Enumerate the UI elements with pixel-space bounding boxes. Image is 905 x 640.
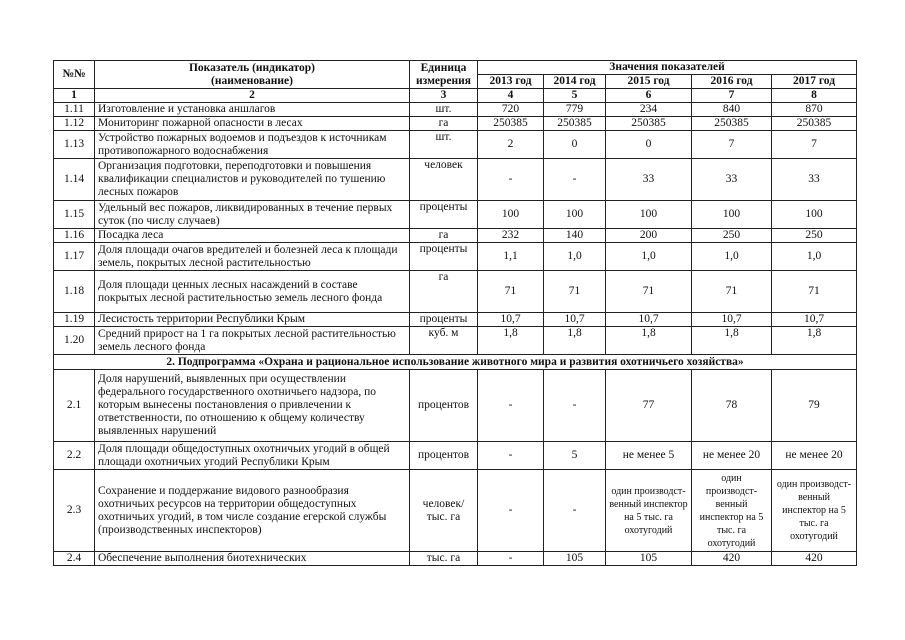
row-value: не менее 20	[692, 442, 772, 470]
row-num: 1.18	[54, 271, 95, 313]
row-name: Изготовление и установка аншлагов	[95, 103, 410, 117]
row-value: 71	[772, 271, 857, 313]
table-row	[54, 243, 857, 271]
row-num: 1.19	[54, 313, 95, 327]
row-value: 33	[606, 159, 692, 201]
row-num: 1.15	[54, 201, 95, 229]
table-row	[54, 313, 857, 327]
table-row	[54, 159, 857, 201]
header-values: Значения показателей	[478, 61, 857, 75]
table-row	[54, 271, 857, 313]
row-value: 105	[606, 552, 692, 566]
row-unit: человек/ тыс. га	[410, 470, 478, 552]
row-name: Доля нарушений, выявленных при осуществлении федерального государственного охотничьего надзора, по которым вынесены постановления о привлечении к ответственности, по отношению к общему количеству выявленных нарушений	[95, 370, 410, 442]
col-number: 5	[544, 89, 606, 103]
indicators-table	[53, 60, 857, 566]
row-value: один производст-венный инспектор на 5 тыс. га охотугодий	[692, 470, 772, 552]
table-row	[54, 201, 857, 229]
row-name: Удельный вес пожаров, ликвидированных в течение первых суток (по числу случаев)	[95, 201, 410, 229]
row-value: 100	[772, 201, 857, 229]
row-value: 71	[692, 271, 772, 313]
row-value: 2	[478, 131, 544, 159]
row-value: -	[544, 370, 606, 442]
row-value: 5	[544, 442, 606, 470]
header-year: 2015 год	[606, 75, 692, 89]
col-number: 8	[772, 89, 857, 103]
row-name: Средний прирост на 1 га покрытых лесной растительностью земель лесного фонда	[95, 327, 410, 355]
table-row	[54, 442, 857, 470]
row-value: 1,0	[544, 243, 606, 271]
row-value: 10,7	[606, 313, 692, 327]
row-value: 1,8	[692, 327, 772, 355]
row-value: один производст-венный инспектор на 5 тыс. га охотугодий	[772, 470, 857, 552]
row-num: 1.14	[54, 159, 95, 201]
row-value: 0	[606, 131, 692, 159]
row-value: 1,1	[478, 243, 544, 271]
row-value: 250	[772, 229, 857, 243]
row-value: не менее 5	[606, 442, 692, 470]
col-number: 2	[95, 89, 410, 103]
header-unit: Единица измерения	[410, 61, 478, 89]
row-name: Доля площади очагов вредителей и болезней леса к площади земель, покрытых лесной растительностью	[95, 243, 410, 271]
row-num: 2.3	[54, 470, 95, 552]
row-value: 250385	[606, 117, 692, 131]
row-value: -	[478, 159, 544, 201]
header-indicator: Показатель (индикатор) (наименование)	[95, 61, 410, 89]
row-unit: проценты	[410, 243, 478, 271]
row-value: 250385	[544, 117, 606, 131]
row-value: -	[544, 159, 606, 201]
col-number: 3	[410, 89, 478, 103]
row-num: 1.12	[54, 117, 95, 131]
row-num: 2.4	[54, 552, 95, 566]
row-value: 140	[544, 229, 606, 243]
row-value: 10,7	[544, 313, 606, 327]
row-value: -	[478, 552, 544, 566]
row-value: -	[478, 370, 544, 442]
row-name: Лесистость территории Республики Крым	[95, 313, 410, 327]
col-number: 4	[478, 89, 544, 103]
row-unit: процентов	[410, 370, 478, 442]
row-value: 840	[692, 103, 772, 117]
row-value: 1,0	[692, 243, 772, 271]
row-value: 720	[478, 103, 544, 117]
row-value: 779	[544, 103, 606, 117]
row-num: 2.1	[54, 370, 95, 442]
col-number: 7	[692, 89, 772, 103]
row-name: Обеспечение выполнения биотехнических	[95, 552, 410, 566]
row-value: не менее 20	[772, 442, 857, 470]
row-value: 71	[606, 271, 692, 313]
row-value: 7	[772, 131, 857, 159]
row-name: Устройство пожарных водоемов и подъездов к источникам противопожарного водоснабжения	[95, 131, 410, 159]
row-value: один производст-венный инспектор на 5 тыс. га охотугодий	[606, 470, 692, 552]
row-name: Организация подготовки, переподготовки и повышения квалификации специалистов и руководителей по тушению лесных пожаров	[95, 159, 410, 201]
column-numbers-row	[54, 89, 857, 103]
row-num: 1.13	[54, 131, 95, 159]
row-value: 33	[692, 159, 772, 201]
row-value: 10,7	[478, 313, 544, 327]
table-row	[54, 229, 857, 243]
row-name: Сохранение и поддержание видового разнообразия охотничьих ресурсов на территории общедоступных охотничьих угодий, в том числе создание егерской службы (производственных инспекторов)	[95, 470, 410, 552]
header-year: 2017 год	[772, 75, 857, 89]
row-unit: проценты	[410, 201, 478, 229]
row-value: 420	[772, 552, 857, 566]
row-unit: га	[410, 229, 478, 243]
row-value: 71	[478, 271, 544, 313]
row-value: 100	[606, 201, 692, 229]
row-num: 1.11	[54, 103, 95, 117]
row-value: 870	[772, 103, 857, 117]
row-value: 33	[772, 159, 857, 201]
row-unit: га	[410, 117, 478, 131]
row-value: 100	[478, 201, 544, 229]
section-title: 2. Подпрограмма «Охрана и рациональное использование животного мира и развития охотничьего хозяйства»	[54, 355, 857, 370]
row-value: 250385	[692, 117, 772, 131]
col-number: 1	[54, 89, 95, 103]
table-row	[54, 131, 857, 159]
row-value: 71	[544, 271, 606, 313]
row-unit: шт.	[410, 103, 478, 117]
row-value: -	[478, 470, 544, 552]
row-unit: куб. м	[410, 327, 478, 355]
row-value: 250385	[772, 117, 857, 131]
row-value: 234	[606, 103, 692, 117]
row-value: 1,8	[544, 327, 606, 355]
row-value: 10,7	[772, 313, 857, 327]
table-row	[54, 470, 857, 552]
row-value: 232	[478, 229, 544, 243]
row-value: -	[478, 442, 544, 470]
table-row	[54, 552, 857, 566]
col-number: 6	[606, 89, 692, 103]
table-row	[54, 117, 857, 131]
header-num: №№	[54, 61, 95, 89]
row-value: 105	[544, 552, 606, 566]
row-name: Доля площади ценных лесных насаждений в составе покрытых лесной растительностью земель лесного фонда	[95, 271, 410, 313]
row-value: 1,8	[478, 327, 544, 355]
row-value: 10,7	[692, 313, 772, 327]
section-header-row	[54, 355, 857, 370]
row-value: 250	[692, 229, 772, 243]
row-name: Доля площади общедоступных охотничьих угодий в общей площади охотничьих угодий Республики Крым	[95, 442, 410, 470]
header-year: 2014 год	[544, 75, 606, 89]
row-num: 1.20	[54, 327, 95, 355]
header-year: 2013 год	[478, 75, 544, 89]
row-unit: тыс. га	[410, 552, 478, 566]
row-value: -	[544, 470, 606, 552]
table-row	[54, 103, 857, 117]
row-value: 1,8	[772, 327, 857, 355]
row-value: 78	[692, 370, 772, 442]
row-num: 2.2	[54, 442, 95, 470]
row-value: 200	[606, 229, 692, 243]
row-num: 1.17	[54, 243, 95, 271]
row-unit: человек	[410, 159, 478, 201]
row-value: 79	[772, 370, 857, 442]
row-value: 1,0	[772, 243, 857, 271]
row-value: 7	[692, 131, 772, 159]
table-row	[54, 327, 857, 355]
table-row	[54, 370, 857, 442]
row-value: 1,0	[606, 243, 692, 271]
row-name: Посадка леса	[95, 229, 410, 243]
row-unit: га	[410, 271, 478, 313]
row-unit: проценты	[410, 313, 478, 327]
row-value: 100	[544, 201, 606, 229]
row-value: 420	[692, 552, 772, 566]
row-value: 77	[606, 370, 692, 442]
row-unit: шт.	[410, 131, 478, 159]
row-value: 100	[692, 201, 772, 229]
row-value: 0	[544, 131, 606, 159]
row-value: 250385	[478, 117, 544, 131]
row-unit: процентов	[410, 442, 478, 470]
row-name: Мониторинг пожарной опасности в лесах	[95, 117, 410, 131]
row-value: 1,8	[606, 327, 692, 355]
header-year: 2016 год	[692, 75, 772, 89]
row-num: 1.16	[54, 229, 95, 243]
